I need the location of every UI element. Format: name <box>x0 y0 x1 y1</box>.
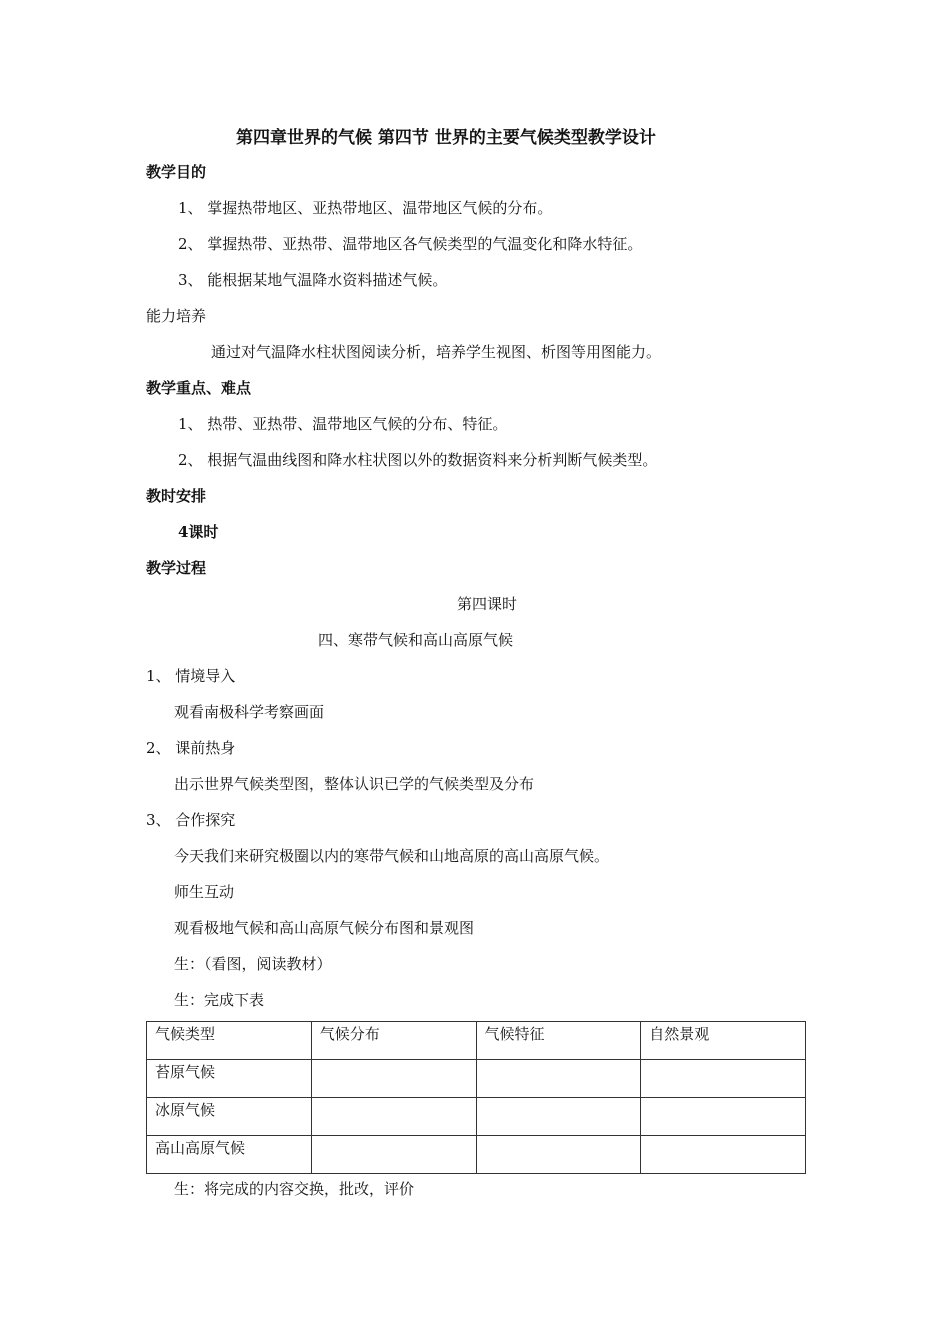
step-text: 观看南极科学考察画面 <box>174 703 325 721</box>
table-cell <box>311 1060 476 1098</box>
step-text: 生：完成下表 <box>174 991 265 1009</box>
final-text: 生：将完成的内容交换，批改，评价 <box>174 1180 415 1198</box>
key-points-heading: 教学重点、难点 <box>146 379 252 397</box>
ability-heading: 能力培养 <box>146 307 207 325</box>
step-heading: 2、 课前热身 <box>146 739 236 757</box>
document-title: 第四章世界的气候 第四节 世界的主要气候类型教学设计 <box>236 128 656 148</box>
objective-item: 2、 掌握热带、亚热带、温带地区各气候类型的气温变化和降水特征。 <box>178 235 643 253</box>
climate-table <box>146 1021 806 1174</box>
table-header-cell: 自然景观 <box>641 1022 806 1060</box>
key-point-item: 1、 热带、亚热带、温带地区气候的分布、特征。 <box>178 415 508 433</box>
table-cell <box>476 1136 641 1174</box>
table-cell <box>641 1060 806 1098</box>
section-subtitle: 四、寒带气候和高山高原气候 <box>318 631 514 649</box>
step-heading: 1、 情境导入 <box>146 667 236 685</box>
table-row <box>147 1136 806 1174</box>
table-cell <box>311 1136 476 1174</box>
table-row <box>147 1060 806 1098</box>
step-text: 今天我们来研究极圈以内的寒带气候和山地高原的高山高原气候。 <box>174 847 610 865</box>
table-header-cell: 气候分布 <box>311 1022 476 1060</box>
ability-text: 通过对气温降水柱状图阅读分析，培养学生视图、析图等用图能力。 <box>211 343 662 361</box>
objectives-heading: 教学目的 <box>146 163 207 181</box>
lesson-label: 第四课时 <box>457 595 518 613</box>
step-text: 观看极地气候和高山高原气候分布图和景观图 <box>174 919 475 937</box>
process-heading: 教学过程 <box>146 559 207 577</box>
schedule-text: 4课时 <box>178 523 219 541</box>
table-cell <box>476 1060 641 1098</box>
step-heading: 3、 合作探究 <box>146 811 236 829</box>
objective-item: 3、 能根据某地气温降水资料描述气候。 <box>178 271 448 289</box>
table-row-label: 高山高原气候 <box>147 1136 312 1174</box>
key-point-item: 2、 根据气温曲线图和降水柱状图以外的数据资料来分析判断气候类型。 <box>178 451 658 469</box>
table-cell <box>476 1098 641 1136</box>
table-row-label: 苔原气候 <box>147 1060 312 1098</box>
step-text: 生：（看图，阅读教材） <box>174 955 332 973</box>
table-header-cell: 气候类型 <box>147 1022 312 1060</box>
table-header-cell: 气候特征 <box>476 1022 641 1060</box>
table-row-label: 冰原气候 <box>147 1098 312 1136</box>
table-cell <box>641 1098 806 1136</box>
schedule-heading: 教时安排 <box>146 487 207 505</box>
table-cell <box>641 1136 806 1174</box>
table-row <box>147 1098 806 1136</box>
table-cell <box>311 1098 476 1136</box>
step-text: 出示世界气候类型图，整体认识已学的气候类型及分布 <box>174 775 535 793</box>
table-header-row <box>147 1022 806 1060</box>
objective-item: 1、 掌握热带地区、亚热带地区、温带地区气候的分布。 <box>178 199 553 217</box>
step-text: 师生互动 <box>174 883 235 901</box>
